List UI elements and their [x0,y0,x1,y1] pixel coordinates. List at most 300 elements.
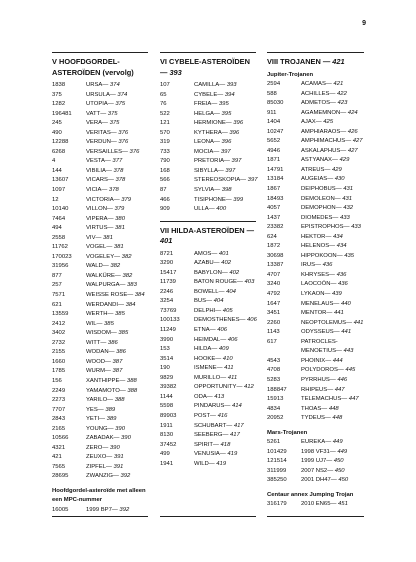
list-item [52,205,148,215]
list-item [267,214,364,224]
page-reference: — 406 [239,317,257,324]
asteroid-number: 1872 [267,243,281,250]
list-item [52,157,148,167]
asteroid-number: 2594 [267,81,281,87]
list-item [267,109,364,119]
list-item [52,453,148,463]
page-reference: — 418 [212,441,231,448]
asteroid-name: HEKTOR [301,233,326,240]
list-item [52,339,148,349]
asteroid-name: WIL [86,320,97,327]
bottom-rule-3 [267,516,364,517]
asteroid-name: WALKÜRE [86,272,115,279]
asteroid-number: 107 [160,82,170,88]
page-reference: — 434 [325,233,343,240]
asteroid-number: 23382 [267,224,284,231]
asteroid-name: WERTH [86,311,108,318]
asteroid-name: DIOMEDES [301,214,333,221]
asteroid-name: OPPORTUNITY [194,384,237,391]
page-reference: — 389 [99,416,117,423]
page-reference: — 385 [96,320,114,327]
asteroid-number: 2273 [52,397,66,404]
page-reference: — 422 [329,90,347,97]
page-reference: — 450 [330,477,349,484]
asteroid-number [267,347,301,357]
page-reference: — 385 [107,311,125,318]
list-item [267,500,364,510]
page-reference: — 379 [113,196,132,203]
page-reference: — 396 [213,139,232,146]
asteroid-name: ACHILLES [301,90,330,97]
asteroid-number: 1871 [267,157,281,164]
list-item [267,300,364,310]
page-reference: — 406 [209,327,228,334]
asteroid-name: ZIPFEL [86,463,106,470]
asteroid-name: VERDUN [86,139,111,146]
list-item [52,100,148,110]
asteroid-name: MENOETIUS [301,348,337,355]
page-reference: — 447 [327,386,345,393]
page-reference: — 449 [325,439,343,446]
section-divider [160,221,256,222]
list-item [267,386,364,396]
list-item [160,81,256,91]
page-reference: — 384 [127,292,145,299]
list-item [52,320,148,330]
asteroid-number: 7464 [52,215,66,222]
asteroid-name: ACAMAS [301,81,326,87]
list-item [52,176,148,186]
list-item [52,358,148,368]
page-reference: — 441 [346,319,364,326]
list-item [160,110,256,120]
asteroid-number: 15913 [267,396,284,403]
asteroid-number: 13607 [52,177,69,184]
asteroid-number: 1437 [267,214,281,221]
asteroid-number: 3240 [267,281,281,288]
asteroid-number: 7571 [52,292,66,299]
asteroid-name: ZERO [86,444,103,451]
asteroid-number: 1404 [267,119,281,126]
entry-list-centaur [267,500,364,510]
list-item [267,309,364,319]
asteroid-name: AMPHIMACHUS [301,138,346,145]
asteroid-number: 10247 [267,128,284,135]
list-item [160,100,256,110]
page-reference: — 388 [107,397,125,404]
page-reference: — 388 [119,387,138,394]
asteroid-name: BABYLON [194,269,222,276]
page-reference: — 451 [330,501,348,508]
asteroid-name: AJAX [301,119,316,126]
page-reference: — 445 [337,367,356,374]
asteroid-name: HIPPOKOON [301,252,337,259]
page-reference: — 386 [108,349,126,356]
asteroid-name: MURILLO [194,374,221,381]
page-reference: — 400 [208,206,227,213]
list-item [160,288,256,298]
asteroid-name: EPISTROPHOS [301,224,344,231]
asteroid-number: 2246 [160,288,174,295]
list-item [160,450,256,460]
list-item [160,374,256,384]
asteroid-number: 4 [52,158,56,165]
asteroid-number: 11249 [160,327,176,334]
list-item [267,147,364,157]
page-reference: — 394 [217,91,235,98]
page-reference: — 417 [226,422,244,429]
asteroid-name: SEEBERG [194,432,223,439]
page-reference: — 402 [221,269,240,276]
section-title-hilda [160,226,256,247]
asteroid-number: 494 [52,225,62,232]
list-item [267,476,364,486]
asteroid-number: 196481 [52,110,72,117]
page-reference: — 409 [211,346,229,353]
page-reference: — 381 [106,244,124,251]
asteroid-name: ETNA [194,327,210,334]
page-reference: — 402 [213,260,231,267]
asteroid-number: 18493 [267,195,284,202]
asteroid-name: VESTA [86,158,105,165]
asteroid-name: HERMIONE [194,120,226,127]
asteroid-number: 1144 [160,393,173,400]
asteroid-name: CYBELE [194,91,218,98]
page-reference: — 423 [330,100,348,107]
list-item [52,215,148,225]
asteroid-name: VOGELEY [86,253,115,260]
list-item [52,119,148,129]
asteroid-number: 16005 [52,506,69,513]
list-item [52,186,148,196]
page-reference: — 377 [104,158,123,165]
page-reference: — 431 [334,195,353,202]
asteroid-name: WERDANDI [86,301,119,308]
asteroid-name: SPIRIT [194,441,213,448]
asteroid-name: VIBILIA [86,167,106,174]
list-item [160,196,256,206]
asteroid-number: 2165 [52,425,66,432]
asteroid-name: WALD [86,263,103,270]
asteroid-number: 3990 [160,336,174,343]
section-page-ref: — 401 [160,225,255,246]
list-item [160,138,256,148]
page-reference: — 429 [324,166,342,173]
asteroid-name: VERITAS [86,129,111,136]
subheading-mpc-only: Hoofdgordel-asteroïde met alleen een MPC-nummer [52,487,146,504]
list-item [160,383,256,393]
asteroid-number: 37452 [160,441,177,448]
page-reference: — 382 [114,272,133,279]
list-item [160,422,256,432]
asteroid-name: VICARS [86,177,108,184]
page-reference: — 448 [324,415,343,422]
subheading-centaur: Centaur annex Jumping Trojan [267,491,354,498]
list-item [52,224,148,234]
page-reference: — 378 [107,177,126,184]
asteroid-number: 121 [160,120,170,127]
list-item [52,396,148,406]
asteroid-name: HEIMDAL [194,336,221,343]
list-item [52,281,148,291]
list-item [160,167,256,177]
page-reference: — 391 [106,454,124,461]
asteroid-name: LYKAON [301,291,325,298]
asteroid-number: 13184 [267,176,284,183]
page-reference: — 384 [118,301,136,308]
page-reference: — 433 [332,214,350,221]
asteroid-number: 877 [52,272,62,279]
list-item [160,269,256,279]
list-item [52,196,148,206]
list-item [267,128,364,138]
asteroid-name: ZWANZIG [86,473,113,480]
asteroid-name: PRETORIA [194,158,225,165]
page-reference: — 393 [219,82,237,88]
list-item [52,262,148,272]
page-reference: — 397 [224,158,242,165]
section-title-main-belt: V HOOFDGORDEL-ASTEROÏDEN (vervolg) [52,57,134,77]
asteroid-number: 4946 [267,147,281,154]
asteroid-name: URSULA [86,91,110,98]
page-reference: — 406 [220,336,238,343]
column-trojans [267,52,364,510]
asteroid-name: ISMENE [194,365,217,372]
page-reference: — 382 [102,263,121,270]
list-item [160,402,256,412]
asteroid-name: VICTORIA [86,196,114,203]
list-item [160,129,256,139]
list-item [267,457,364,467]
list-item [267,271,364,281]
asteroid-name: AGAMEMNON [301,109,341,116]
page-reference: — 404 [218,288,236,295]
page-reference: — 426 [340,128,358,135]
asteroid-number: 2412 [52,320,66,327]
list-item [267,118,364,128]
asteroid-number: 8721 [160,250,174,257]
list-item [52,377,148,387]
list-item [52,367,148,377]
page-reference: — 436 [330,281,348,288]
list-item [160,119,256,129]
list-item [160,157,256,167]
list-item [267,156,364,166]
page-reference: — 440 [333,300,351,307]
page-reference: — 389 [97,406,116,413]
list-item [160,91,256,101]
list-item [267,204,364,214]
list-item [52,110,148,120]
list-item [267,414,364,424]
asteroid-name: BUS [194,298,207,305]
asteroid-number: 733 [160,148,170,155]
asteroid-name: VOGEL [86,244,107,251]
list-item [160,259,256,269]
list-item [267,166,364,176]
asteroid-number: 76 [160,101,167,108]
asteroid-number: 1660 [52,358,66,365]
asteroid-name: STEREOSKOPIA [194,177,241,184]
asteroid-name: AUGEIAS [301,176,328,183]
page-reference: — 378 [105,167,124,174]
asteroid-name: ODYSSEUS [301,329,334,336]
list-item [52,167,148,177]
page-reference: — 374 [109,91,128,98]
page-reference: — 441 [333,329,352,336]
page-reference: — 397 [217,167,236,174]
list-item [52,234,148,244]
list-item [267,175,364,185]
page-reference: — 383 [119,282,137,289]
list-item [267,242,364,252]
asteroid-number: 499 [160,451,170,458]
asteroid-number: 121514 [267,458,287,465]
list-item [160,412,256,422]
asteroid-name: WURM [86,368,105,375]
list-item [52,406,148,416]
list-item [52,291,148,301]
asteroid-number: 522 [160,110,170,117]
asteroid-number: 6268 [52,148,66,155]
asteroid-name: AMOS [194,250,212,257]
asteroid-number: 909 [160,206,170,213]
page-reference: — 411 [216,365,234,372]
asteroid-number: 1911 [160,422,173,429]
asteroid-number: 5261 [267,439,281,446]
asteroid-number: 4321 [52,444,66,451]
page-reference: — 433 [343,224,361,231]
asteroid-number: 20952 [267,415,284,422]
page-reference: — 395 [213,110,232,117]
list-item [160,345,256,355]
asteroid-name: SCHUBART [194,422,227,429]
asteroid-number: 1282 [52,101,66,108]
page-reference: — 419 [219,451,238,458]
list-item [52,425,148,435]
asteroid-number: 4708 [267,367,281,374]
asteroid-number: 319 [160,139,170,146]
asteroid-number: 168 [160,167,170,174]
list-item [267,280,364,290]
asteroid-number: 31956 [52,263,69,270]
list-item [160,278,256,288]
list-item [52,348,148,358]
asteroid-number: 1838 [52,82,66,88]
list-item [160,297,256,307]
asteroid-number: 188847 [267,386,287,393]
asteroid-number: 2843 [52,416,66,423]
list-item [52,415,148,425]
list-item [52,129,148,139]
list-item [267,319,364,329]
asteroid-number: 15417 [160,269,177,276]
list-item [52,243,148,253]
asteroid-number: 570 [160,129,170,136]
list-item [160,441,256,451]
asteroid-number: 3402 [52,330,66,337]
list-item [52,148,148,158]
page-number: 9 [362,20,366,27]
page-reference: — 447 [341,396,359,403]
asteroid-name: HELGA [194,110,214,117]
page-reference: — 398 [214,187,232,194]
asteroid-number: 4834 [267,405,281,412]
asteroid-number: 3254 [160,298,174,305]
asteroid-name: VIPERA [86,215,108,222]
page-reference: — 427 [340,147,358,154]
asteroid-name: DEMOSTHENES [194,317,240,324]
page-reference: — 391 [105,463,124,470]
page-reference: — 449 [329,448,348,455]
asteroid-number: 4792 [267,291,281,298]
asteroid-number: 2558 [52,234,66,241]
page-reference: — 432 [335,205,354,212]
asteroid-name: VENUSIA [194,451,220,458]
asteroid-number: 2732 [52,339,66,346]
asteroid-name: HELENOS [301,243,330,250]
list-item [52,472,148,482]
page-reference: — 430 [327,176,345,183]
asteroid-number: 490 [52,129,62,136]
asteroid-name: ZEUXO [86,454,107,461]
asteroid-name: FREIA [194,101,212,108]
page-reference: — 416 [210,412,228,419]
asteroid-name: URSA [86,82,103,88]
asteroid-number: 1941 [160,460,174,467]
list-item [267,405,364,415]
page-reference: — 379 [106,206,125,213]
asteroid-name: POST [194,412,211,419]
asteroid-name: VERSAILLES [86,148,123,155]
section-title-cybele [160,57,256,78]
page-reference: — 450 [326,458,344,465]
asteroid-name: YES [86,406,98,413]
page-reference: — 448 [321,405,339,412]
asteroid-number: 12 [52,196,59,203]
page-reference: — 414 [224,403,242,410]
list-item [160,326,256,336]
page-reference: — 425 [315,119,334,126]
asteroid-name: VERA [86,120,103,127]
list-item [52,253,148,263]
section-title-trojans [267,57,364,68]
asteroid-name: UTOPIA [86,101,108,108]
asteroid-number: 4057 [267,205,281,212]
page-reference: — 444 [325,357,343,364]
list-item [160,336,256,346]
asteroid-number: 3514 [160,355,174,362]
asteroid-number: 87 [160,187,167,194]
asteroid-name: POLYDOROS [301,367,338,374]
page-reference: — 386 [100,339,118,346]
list-item [267,328,364,338]
list-item [52,434,148,444]
asteroid-name: 2007 NS2 [301,467,328,474]
list-item [52,329,148,339]
asteroid-name: SIBYLLA [194,167,218,174]
asteroid-number: 4543 [267,357,281,364]
asteroid-number: 2249 [52,387,66,394]
asteroid-name: CAMILLA [194,82,220,88]
page-reference: — 375 [102,120,120,127]
page-reference: — 419 [208,460,227,467]
page-reference: — 441 [326,310,344,317]
entry-list [52,81,148,482]
page-reference: — 374 [102,82,120,88]
asteroid-name: VIV [86,234,96,241]
page-reference: — 434 [329,243,347,250]
